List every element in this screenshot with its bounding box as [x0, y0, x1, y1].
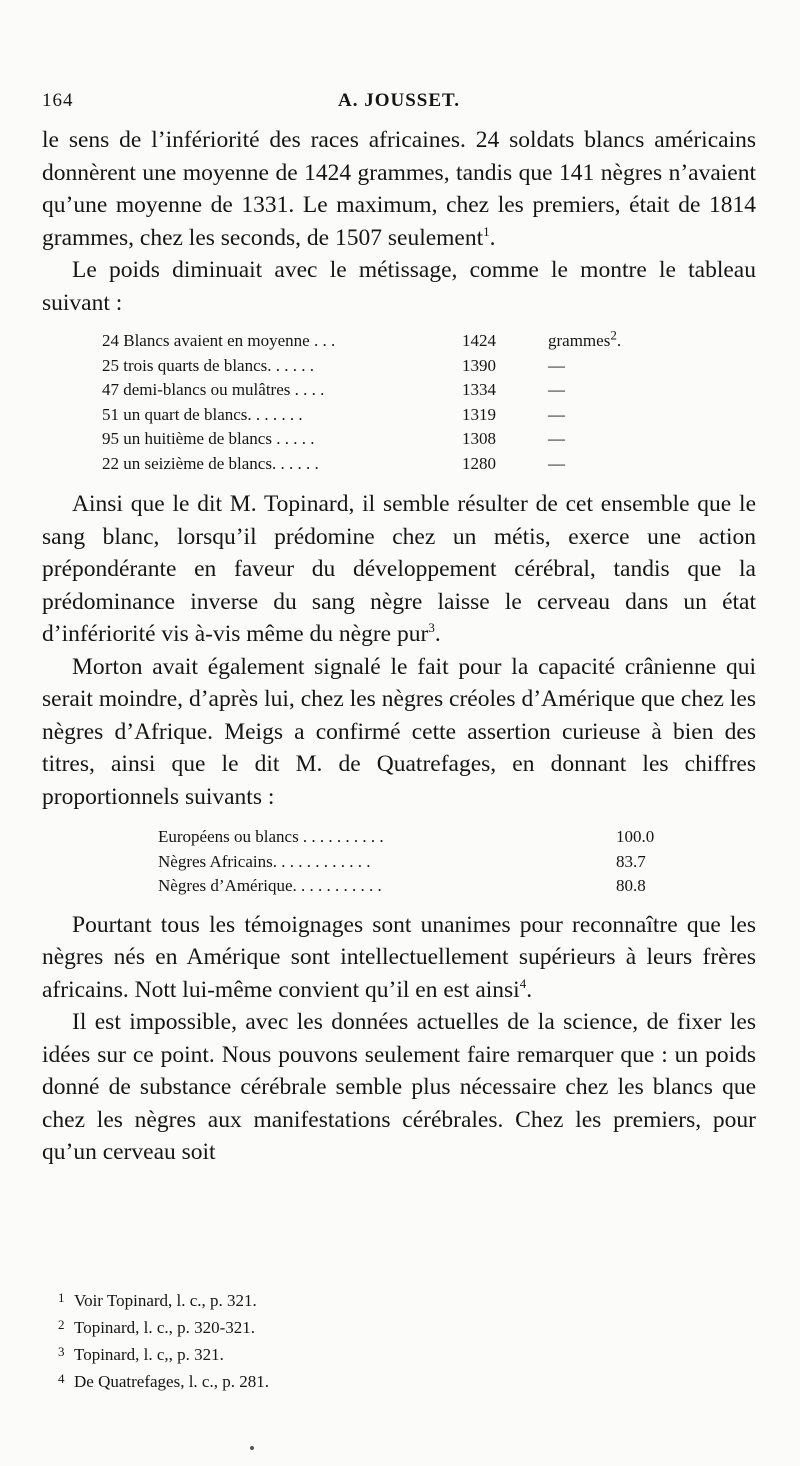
footnote-text: Topinard, l. c,, p. 321.: [74, 1345, 224, 1364]
paragraph-6: Il est impossible, avec les données actuelles de la science, de fixer les idées sur ce point. Nous pouvons seulement faire remarquer que : un poids donné de substance cérébrale semble plus nécessaire chez les blancs que chez les nègres aux manifestations cérébrales. Chez les premiers, pour qu’un cerveau soit: [42, 1009, 756, 1165]
table-row: [102, 452, 621, 477]
row-label: 95 un huitième de blancs . . . . .: [102, 429, 315, 448]
footnote-ref-1[interactable]: 1: [483, 223, 490, 239]
footnote-mark: 4: [58, 1371, 65, 1386]
footnote-ref-2[interactable]: 2: [610, 327, 617, 343]
table-row: [158, 825, 654, 850]
row-label: Européens ou blancs . . . . . . . . . .: [158, 827, 384, 846]
running-title: A. JOUSSET.: [338, 90, 461, 111]
paragraph-5: [42, 909, 756, 1007]
row-value: 80.8: [616, 876, 646, 895]
row-value: 1390: [462, 355, 496, 375]
table-row: [102, 329, 621, 354]
footnote: [58, 1367, 269, 1394]
row-value: 1280: [462, 453, 496, 473]
unit-end: .: [616, 331, 622, 350]
footnote: [58, 1313, 269, 1340]
paragraph-3: [42, 488, 756, 651]
row-value: 1334: [462, 380, 496, 399]
brain-weight-table: [102, 329, 621, 476]
footnotes: [58, 1286, 269, 1394]
paragraph-5-end: .: [526, 976, 533, 1003]
footnote-text: De Quatrefages, l. c., p. 281.: [74, 1372, 269, 1391]
page-number: 164: [42, 90, 74, 111]
paragraph-1-end: .: [489, 224, 496, 251]
row-value: 1319: [462, 404, 496, 424]
footnote-mark: 1: [58, 1290, 65, 1305]
row-label: 51 un quart de blancs. . . . . . .: [102, 404, 303, 424]
row-label: 25 trois quarts de blancs. . . . . .: [102, 355, 314, 375]
row-value: 1424: [462, 331, 496, 350]
table-row: [102, 427, 621, 452]
paragraph-4: Morton avait également signalé le fait pour la capacité crânienne qui serait moindre, d’après lui, chez les nègres créoles d’Amérique que chez les nègres d’Afrique. Meigs a confirmé cette assertion curieuse à bien des titres, ainsi que le dit M. de Quatrefages, en donnant les chiffres proportionnels suivants :: [42, 653, 756, 810]
footnote-mark: 3: [58, 1344, 65, 1359]
table-row: [102, 378, 621, 403]
cranial-capacity-table: [158, 825, 654, 899]
footnote: [58, 1340, 269, 1367]
row-value: 83.7: [616, 851, 646, 871]
footnote-text: Topinard, l. c., p. 320-321.: [74, 1318, 256, 1337]
row-unit: —: [548, 429, 565, 448]
book-page: [42, 90, 756, 1169]
row-label: 24 Blancs avaient en moyenne . . .: [102, 331, 336, 350]
table-row: [158, 850, 654, 875]
footnote-mark: 2: [58, 1317, 65, 1332]
row-label: Nègres d’Amérique. . . . . . . . . . .: [158, 876, 382, 895]
row-unit: —: [548, 355, 565, 375]
footnote: [58, 1286, 269, 1313]
paragraph-3-end: .: [434, 621, 441, 647]
row-label: 47 demi-blancs ou mulâtres . . . .: [102, 380, 325, 399]
paragraph-2: Le poids diminuait avec le métissage, comme le montre le tableau suivant :: [42, 257, 756, 316]
footnote-text: Voir Topinard, l. c., p. 321.: [74, 1291, 257, 1310]
paragraph-1-text: le sens de l’infériorité des races africaines. 24 soldats blancs américains donnèrent une moyenne de 1424 grammes, tandis que 141 nègres n’avaient qu’une moyenne de 1331. Le maximum, chez les premiers, était de 1814 grammes, chez les seconds, de 1507 seulement: [42, 127, 756, 251]
row-label: 22 un seizième de blancs. . . . . .: [102, 453, 319, 473]
unit-text: grammes: [548, 331, 611, 350]
table-row: [158, 874, 654, 899]
page-header: [42, 90, 756, 124]
row-value: 100.0: [616, 827, 655, 846]
table-row: [102, 354, 621, 379]
row-unit: [542, 329, 621, 354]
paragraph-1: [42, 124, 756, 254]
paragraph-5-text: Pourtant tous les témoignages sont unanimes pour reconnaître que les nègres nés en Amérique sont intellectuellement supérieurs à leurs frères africains. Nott lui-même convient qu’il en est ainsi: [42, 911, 756, 1003]
ink-dot: [250, 1446, 254, 1450]
footnote-ref-3[interactable]: 3: [428, 620, 435, 636]
row-unit: —: [548, 380, 565, 399]
paragraph-3-text: Ainsi que le dit M. Topinard, il semble résulter de cet ensemble que le sang blanc, lorsqu’il prédomine chez un métis, exerce une action prépondérante en faveur du développement cérébral, tandis que la prédominance inverse du sang nègre laisse le cerveau dans un état d’infériorité vis à-vis même du nègre pur: [42, 491, 756, 647]
row-unit: —: [548, 404, 565, 424]
row-value: 1308: [462, 429, 496, 448]
table-row: [102, 403, 621, 428]
row-label: Nègres Africains. . . . . . . . . . . .: [158, 851, 371, 871]
footnote-ref-4[interactable]: 4: [519, 975, 527, 991]
row-unit: —: [548, 453, 565, 473]
